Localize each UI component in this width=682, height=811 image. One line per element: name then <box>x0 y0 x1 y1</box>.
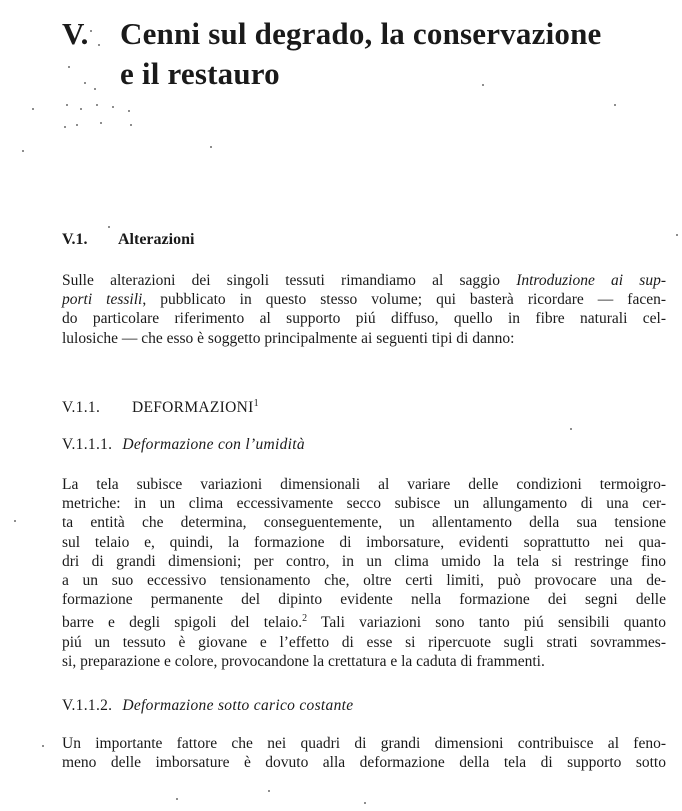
italic-book-title: porti tessili <box>62 291 143 309</box>
text-run: , pubblicato in questo stesso volume; qui basterà ricordare — facen- <box>142 291 666 309</box>
subsubsection-number: V.1.1.2. <box>62 697 113 714</box>
scan-speck <box>570 428 572 430</box>
scan-speck <box>80 108 82 110</box>
scan-speck <box>98 44 100 46</box>
paragraph-line: a un suo eccessivo tensionamento che, oltre certi limiti, può provocare una de- <box>62 572 666 590</box>
scan-speck <box>676 234 678 236</box>
paragraph-line: meno delle imborsature è dovuto alla deformazione della tela di supporto sotto <box>62 754 666 772</box>
subsubsection-heading-2 <box>62 697 353 715</box>
paragraph-line <box>62 271 666 290</box>
scan-speck <box>614 104 616 106</box>
paragraph-line: lulosiche — che esso è soggetto principalmente ai seguenti tipi di danno: <box>62 329 515 347</box>
paragraph-line: formazione permanente del dipinto evidente nella formazione dei segni delle <box>62 591 666 609</box>
scan-speck <box>32 108 34 110</box>
scan-speck <box>42 745 44 747</box>
chapter-title-line-2: e il restauro <box>120 56 280 91</box>
section-heading <box>62 231 194 249</box>
scan-speck <box>96 104 98 106</box>
scan-speck <box>210 146 212 148</box>
paragraph-line: La tela subisce variazioni dimensionali al variare delle condizioni termoigro- <box>62 476 666 493</box>
scan-speck <box>482 84 484 86</box>
paragraph-line: metriche: in un clima eccessivamente secco subisce un allungamento di una cer- <box>62 495 666 513</box>
footnote-marker: 1 <box>253 398 259 409</box>
text-run: Tali variazioni sono tanto piú sensibili quanto <box>307 614 666 632</box>
subsubsection-number: V.1.1.1. <box>62 436 113 453</box>
subsubsection-title: Deformazione sotto carico costante <box>122 697 354 714</box>
chapter-title-text-1: Cenni sul degrado, la conservazione <box>120 16 602 51</box>
scan-speck <box>22 150 24 152</box>
paragraph-line: si, preparazione e colore, provocandone la crettatura e la caduta di frammenti. <box>62 652 545 670</box>
text-run: barre e degli spigoli del telaio. <box>62 614 303 632</box>
scan-speck <box>268 790 270 792</box>
section-number: V.1. <box>62 231 88 248</box>
scan-speck <box>130 124 132 126</box>
subsection-title: DEFORMAZIONI <box>132 399 254 417</box>
paragraph-line: Un importante fattore che nei quadri di grandi dimensioni contribuisce al feno- <box>62 735 666 752</box>
subsubsection-title: Deformazione con l’umidità <box>122 436 305 453</box>
body-paragraph-2 <box>62 734 666 772</box>
scan-speck <box>64 126 66 128</box>
chapter-title <box>62 14 672 94</box>
italic-book-title: Introduzione ai sup- <box>516 272 666 289</box>
scan-speck <box>176 798 178 800</box>
body-paragraph-1 <box>62 475 666 671</box>
text-run: Sulle alterazioni dei singoli tessuti rimandiamo al saggio <box>62 272 517 289</box>
scan-speck <box>128 110 130 112</box>
intro-paragraph <box>62 271 666 348</box>
scan-speck <box>84 82 86 84</box>
paragraph-line: dri di grandi dimensioni; per contro, in un clima umido la tela si restringe fino <box>62 552 666 570</box>
footnote-marker: 2 <box>302 613 308 625</box>
scan-speck <box>94 88 96 90</box>
chapter-number: V. <box>62 16 89 51</box>
chapter-title-line-1 <box>62 14 672 54</box>
paragraph-line: piú un tessuto è giovane e l’effetto di esse si ripercuote sugli strati sovrammes- <box>62 633 666 651</box>
scan-speck <box>14 520 16 522</box>
paragraph-line: ta entità che determina, conseguentemente, un allentamento della sua tensione <box>62 514 666 532</box>
scan-speck <box>76 124 78 126</box>
subsection-heading <box>62 398 259 417</box>
scan-speck <box>100 122 102 124</box>
subsection-number: V.1.1. <box>62 399 101 417</box>
scan-speck <box>68 66 70 68</box>
paragraph-line: sul telaio e, quindi, la formazione di imborsature, evidenti soprattutto nei qua- <box>62 533 666 551</box>
scan-speck <box>66 104 68 106</box>
scan-speck <box>112 106 114 108</box>
paragraph-line: do particolare riferimento al supporto piú diffuso, quello in fibre naturali cel- <box>62 310 666 328</box>
subsubsection-heading-1 <box>62 436 305 454</box>
scan-speck <box>90 30 92 32</box>
section-title: Alterazioni <box>118 231 195 248</box>
scan-speck <box>364 802 366 804</box>
paragraph-line <box>62 609 666 632</box>
scan-speck <box>108 226 110 228</box>
paragraph-line <box>62 290 666 309</box>
